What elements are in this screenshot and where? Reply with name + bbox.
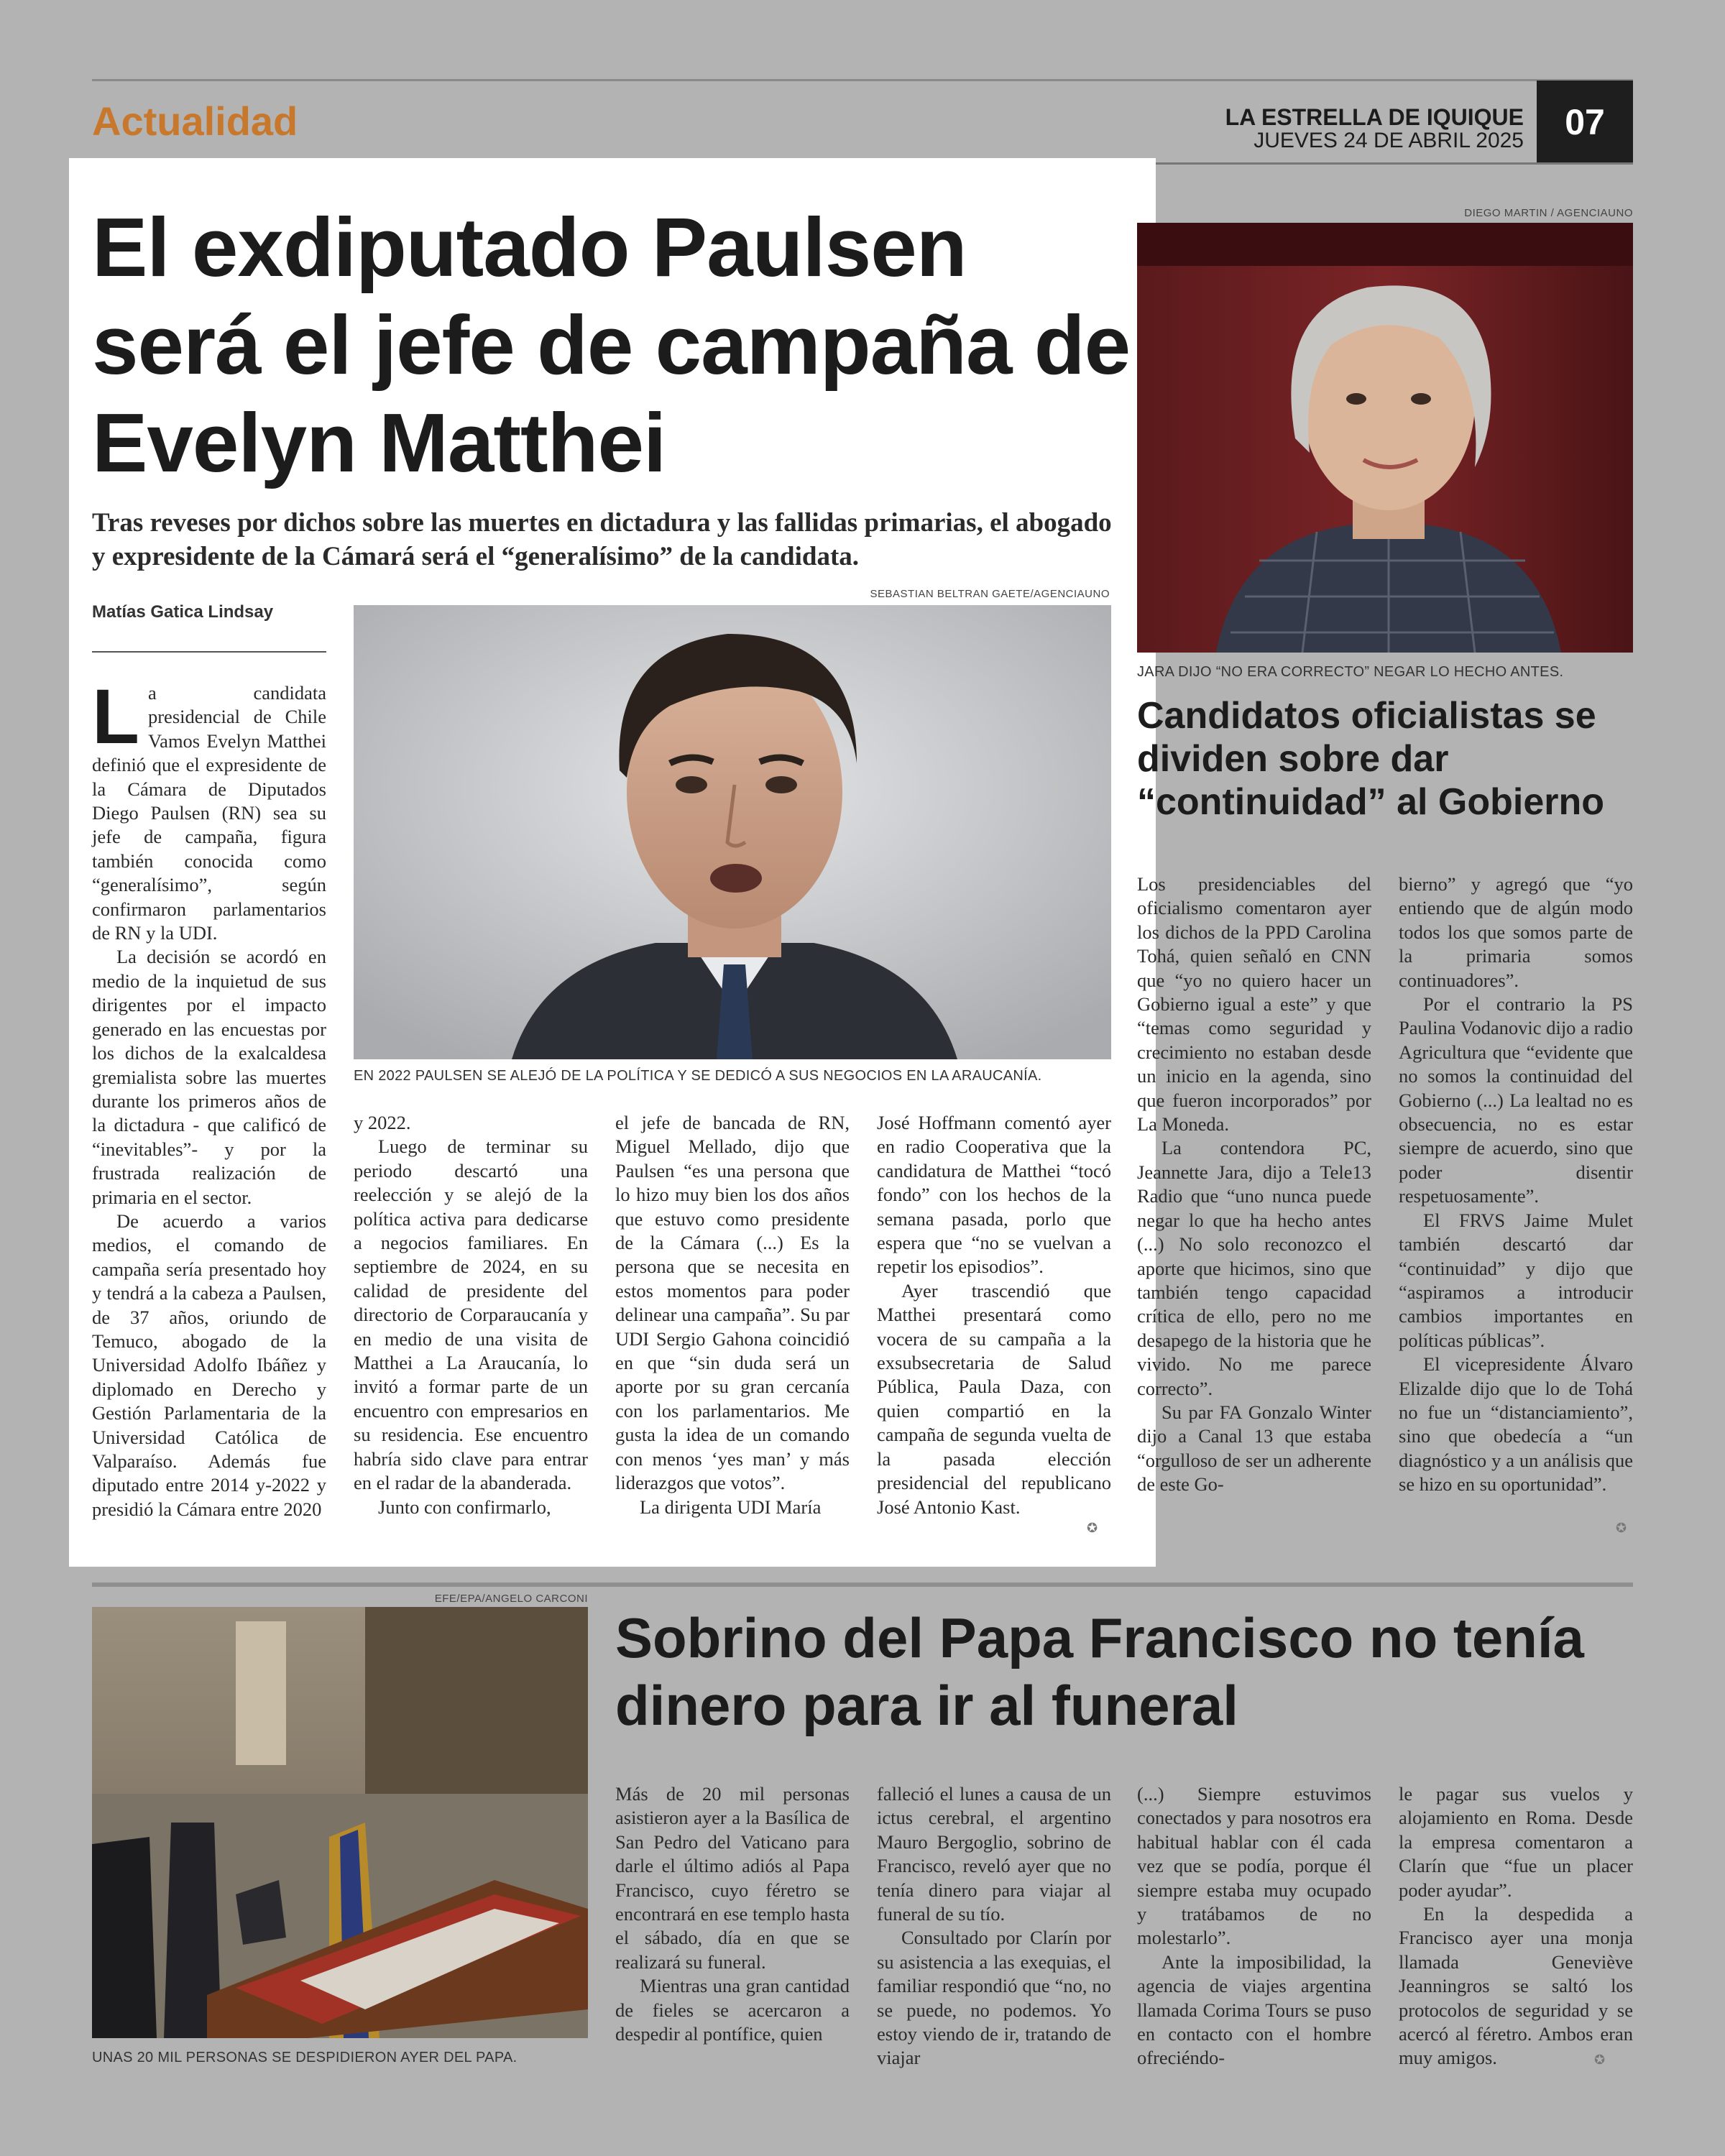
bottom-headline: Sobrino del Papa Francisco no tenía dinero para ir al funeral [615,1606,1584,1737]
bottom-story-col-2 [877,1782,1111,2084]
main-story-col-4 [877,1111,1111,1542]
paragraph: bierno” y agregó que “yo entiendo que de algún modo todos los que somos parte de la primaria somos continuadores”. [1399,873,1633,991]
main-photo-caption: EN 2022 PAULSEN SE ALEJÓ DE LA POLÍTICA Y SE DEDICÓ A SUS NEGOCIOS EN LA ARAUCANÍA. [354,1068,1042,1084]
main-subhead: Tras reveses por dichos sobre las muertes en dictadura y las fallidas primarias, el abogado y expresidente de la Cámará será el “generalísimo” de la candidata. [92,508,1112,571]
section-label: Actualidad [92,98,298,144]
paragraph: Más de 20 mil personas asistieron ayer a la Basílica de San Pedro del Vaticano para darle el último adiós al Papa Francisco, cuyo féretro se encontrará en ese templo hasta el sábado, día en que se realizará su funeral. [615,1783,850,1973]
paragraph: Por el contrario la PS Paulina Vodanovic dijo a radio Agricultura que “evidente que no somos la continuidad del Gobierno (...) La lealtad no es obsecuencia, no es estar siempre de acuerdo, sino que poder disentir respetuosamente”. [1399,993,1633,1207]
paragraph: Luego de terminar su periodo descartó una reelección y se alejó de la política activa para dedicarse a negocios familiares. En septiembre de 2024, en su calidad de presidente del directorio de Corparaucanía y en medio de una visita de Matthei a La Araucanía, lo invitó a formar parte de un encuentro con empresarios en su residencia. Ese encuentro habría sido clave para entrar en el radar de la abanderada. [354,1135,588,1494]
bottom-photo-caption: UNAS 20 MIL PERSONAS SE DESPIDIERON AYER DEL PAPA. [92,2050,518,2065]
issue-date: JUEVES 24 DE ABRIL 2025 [1254,129,1524,152]
byline-rule [92,651,326,653]
paragraph: (...) Siempre estuvimos conectados y para nosotros era habitual hablar con él cada vez que se podía, porque él siempre estaba muy ocupado y tratábamos de no molestarlo”. [1137,1783,1371,1949]
paragraph: Junto con confirmarlo, [378,1496,551,1518]
paragraph: Ante la imposibilidad, la agencia de viajes argentina llamada Corima Tours se puso en contacto con el hombre ofreciéndo- [1137,1950,1371,2069]
header-top-rule [92,79,1633,81]
paragraph: José Hoffmann comentó ayer en radio Cooperativa que la candidatura de Matthei “tocó fondo” con los hechos de la semana pasada, porlo que espera que “no se vuelvan a repetir los episodios”. [877,1112,1111,1278]
side-photo [1137,223,1633,653]
masthead [1225,105,1524,152]
paragraph: La decisión se acordó en medio de la inquietud de sus dirigentes por el impacto generado en las encuestas por los dichos de la exalcaldesa gremialista sobre las muertes durante los primeros años de la dictadura - que calificó de “inevitables”- y por la frustrada realización de primaria en el sector. [92,946,326,1208]
side-story-col-2 [1399,872,1633,1548]
portrait-woman-illustration [1137,223,1633,653]
end-mark-icon: ✪ [1594,2053,1606,2067]
paragraph: Consultado por Clarín por su asistencia a las exequias, el familiar respondió que “no, no se puede, no podemos. Yo estoy viendo de ir, tratando de viajar [877,1927,1111,2069]
main-story-col-2 [354,1111,588,1542]
bottom-story-col-1 [615,1782,850,2084]
main-story-col-3 [615,1111,850,1542]
paragraph: En la despedida a Francisco ayer una monja llamada Geneviève Jeanningros se saltó los protocolos de seguridad y se acercó al féretro. Ambos eran muy amigos. [1399,1903,1633,2069]
side-photo-caption: JARA DIJO “NO ERA CORRECTO” NEGAR LO HECHO ANTES. [1137,664,1564,680]
paragraph: falleció el lunes a causa de un ictus cerebral, el argentino Mauro Bergoglio, sobrino de Francisco, reveló ayer que no tenía dinero para viajar al funeral de su tío. [877,1783,1111,1925]
paragraph: Mientras una gran cantidad de fieles se acercaron a despedir al pontífice, quien [615,1975,850,2045]
paragraph: La dirigenta UDI María [640,1496,822,1518]
bottom-photo [92,1607,588,2038]
paragraph: El FRVS Jaime Mulet también descartó dar “continuidad” y dijo que “aspiramos a introducir cambios importantes en políticas públicas”. [1399,1209,1633,1351]
side-headline: Candidatos oficialistas se dividen sobre dar “continuidad” al Gobierno [1137,695,1604,823]
end-mark-icon: ✪ [1087,1521,1098,1535]
main-photo [354,605,1111,1059]
byline: Matías Gatica Lindsay [92,602,274,622]
main-photo-credit: SEBASTIAN BELTRAN GAETE/AGENCIAUNO [870,588,1110,600]
paragraph: De acuerdo a varios medios, el comando de campaña sería presentado hoy y tendrá a la cabeza a Paulsen, de 37 años, oriundo de Temuco, abogado de la Universidad Adolfo Ibáñez y diplomado en Derecho y Gestión Parlamentaria de la Universidad Católica de Valparaíso. Además fue diputado entre 2014 y-2022 y presidió la Cámara entre 2020 [92,1210,326,1520]
bottom-divider [92,1583,1633,1587]
paragraph: a candidata presidencial de Chile Vamos Evelyn Matthei definió que el expresidente de la Cámara de Diputados Diego Paulsen (RN) sea su jefe de campaña, figura también conocida como “generalísimo”, según confirmaron parlamentarios de RN y la UDI. [92,682,326,944]
paragraph: La contendora PC, Jeannette Jara, dijo a Tele13 Radio que “uno nunca puede negar lo que ha hecho antes (...) No solo reconozco el aporte que hicimos, sino que también tengo capacidad crítica de ello, pero no me desapego de la historia que he vivido. No me parece correcto”. [1137,1137,1371,1399]
bottom-story-col-3 [1137,1782,1371,2084]
paragraph: le pagar sus vuelos y alojamiento en Roma. Desde la empresa comentaron a Clarín que “fue un placer poder ayudar”. [1399,1783,1633,1901]
main-headline: El exdiputado Paulsen será el jefe de campaña de Evelyn Matthei [92,201,1131,489]
portrait-man-illustration [354,605,1111,1059]
bottom-story-col-4 [1399,1782,1633,2084]
main-story-col-1 [92,673,326,1544]
newspaper-name: LA ESTRELLA DE IQUIQUE [1225,104,1524,130]
drop-cap: L [92,673,139,760]
paragraph: y 2022. [354,1112,411,1133]
paragraph: Los presidenciables del oficialismo comentaron ayer los dichos de la PPD Carolina Tohá, quien señaló en CNN que “yo no quiero hacer un Gobierno igual a este” y que “temas como seguridad y crecimiento no estaban desde un inicio en la agenda, sino que fueron incorporados” por La Moneda. [1137,873,1371,1135]
end-mark-icon: ✪ [1616,1521,1627,1535]
page-number: 07 [1537,80,1633,164]
vatican-funeral-illustration [92,1607,588,2038]
side-story-col-1 [1137,872,1371,1548]
paragraph: el jefe de bancada de RN, Miguel Mellado, dijo que Paulsen “es una persona que lo hizo muy bien los dos años que estuvo como presidente de la Cámara (...) Es la persona que se necesita en estos momentos para poder delinear una campaña”. Su par UDI Sergio Gahona coincidió en que “sin duda será un aporte por su gran cercanía con los parlamentarios. Me gusta la idea de un comando con menos ‘yes man’ y más liderazgos que votos”. [615,1112,850,1494]
paragraph: El vicepresidente Álvaro Elizalde dijo que lo de Tohá no fue un “distanciamiento”, sino que obedecía a “un diagnóstico y a un análisis que se hizo en su oportunidad”. [1399,1353,1633,1496]
paragraph: Su par FA Gonzalo Winter dijo a Canal 13 que estaba “orgulloso de ser un adherente de este Go- [1137,1401,1371,1496]
side-photo-credit: DIEGO MARTIN / AGENCIAUNO [1464,207,1633,219]
paragraph: Ayer trascendió que Matthei presentará como vocera de su campaña a la exsubsecretaria de Salud Pública, Paula Daza, con quien compartió en la campaña de segunda vuelta de la pasada elección presidencial del republicano José Antonio Kast. [877,1279,1111,1518]
bottom-photo-credit: EFE/EPA/ANGELO CARCONI [434,1593,588,1605]
